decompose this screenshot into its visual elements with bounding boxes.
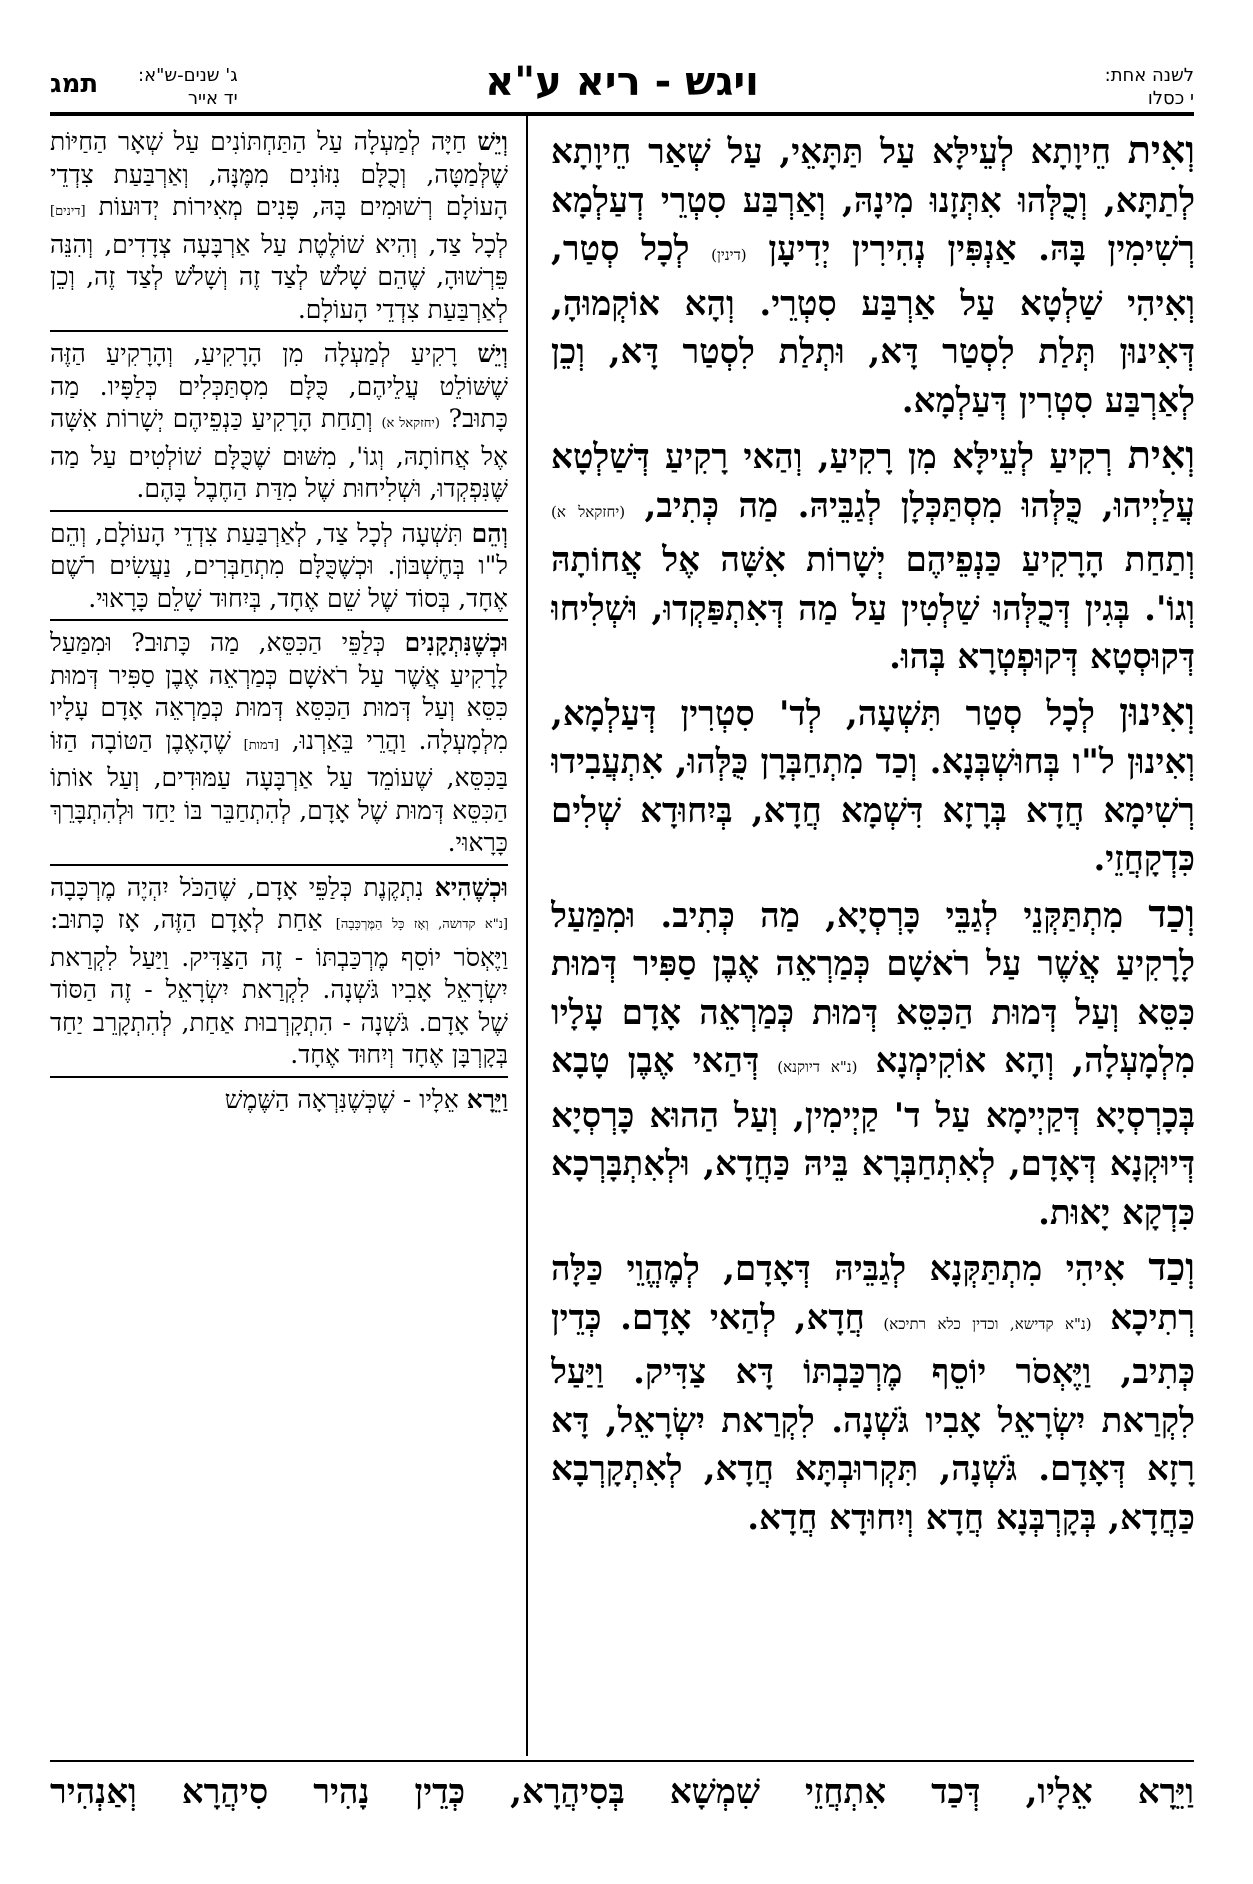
footer-continuation-line [50,1768,1194,1816]
translation-paragraph [50,518,508,616]
paragraph-text: חַיָּה לְמַעְלָה עַל הַתַּחְתּוֹנִים עַל שְׁאָר הַחַיּוֹת שֶׁלְּמַטָּה, וְכֻלָּם נִזּוֹנִים מִמֶּנָּה, וְאַרְבַּעַת צִדְדֵי הָעוֹלָם רְשׁוּמִים בָּהּ, פָּנִים מְאִירוֹת יְדוּעוֹת [50,127,508,221]
hebrew-translation-column [50,126,508,1756]
paragraph-lead-word: וַיֵּרָא [466,1084,508,1114]
paragraph-lead-word: וְאִינוּן [1119,688,1195,734]
paragraph-lead-word: וּכְשֶׁהִיא [434,872,508,902]
paragraph-text: נִתְקֶנֶת כְּלַפֵּי אָדָם, שֶׁהַכֹּל יִהְיֶה מֶרְכָּבָה [50,872,424,902]
paragraph-text-continued: לְכָל צַד, וְהִיא שׁוֹלֶטֶת עַל אַרְבָּעָה צְדָדִים, וְהִנֵּה פֵּרְשׁוּהָ, שֶׁהֵם שָׁלֹשׁ לְצַד זֶה וְשָׁלֹשׁ לְצַד זֶה, וְכֵן לְאַרְבַּעַת צִדְדֵי הָעוֹלָם. [50,229,508,324]
paragraph-text-continued: דְּהַאי אֶבֶן טָבָא בְּכָרְסְיָא דְּקַיְימָא עַל ד' קַיְימִין, וְעַל הַהוּא כָּרְסְיָא דְּיוּקְנָא דְּאָדָם, לְאִתְחַבְּרָא בֵּיהּ כַּחֲדָא, וּלְאִתְבָּרְכָא כִּדְקָא יָאוּת. [551,1041,1195,1233]
main-paragraph [551,1243,1195,1542]
paragraph-lead-word: וּכְשֶׁנִּתְקָנִים [404,628,508,657]
translation-paragraph [50,872,508,1072]
paragraph-text: אֵלָיו - שֶׁכְּשֶׁנִּרְאָה הַשֶּׁמֶשׁ [224,1084,459,1114]
main-paragraph [551,890,1195,1238]
paragraph-text-continued: לְכָל סְטַר, וְאִיהִי שַׁלְטָא עַל אַרְבַּע סִטְרֵי. וְהָא אוֹקְמוּהָ, דְּאִינוּן תְּלַת לִסְטַר דָּא, וּתְלַת לִסְטַר דָּא, וְכֵן לְאַרְבַּע סִטְרִין דְּעַלְמָא. [551,229,1195,421]
translation-paragraph [50,338,508,506]
footer-lead-word: וַיֵּרָא [1137,1772,1194,1812]
paragraph-text: אִיהִי מִתְתַּקְּנָא לְגַבֵּיהּ דְּאָדָם, לְמֶהֱוֵי כַּלָּה רְתִיכָא [551,1249,1195,1338]
header-divider [50,112,1194,116]
header-schedule-date-2: יד אייר [187,88,238,109]
paragraph-separator [50,864,508,866]
paragraph-lead-word: וְכַד [1148,1244,1195,1289]
paragraph-text-continued: וְתַחַת הָרָקִיעַ כַּנְפֵיהֶם יְשָׁרוֹת אִשָּׁה אֶל אֲחוֹתָהּ וְגוֹ'. בְּגִין דְּכֻלְּהוּ שַׁלְטִין עַל מַה דְּאִתְפַּקְדוּ, וּשְׁלִיחוּ דְּקוּסְטָא דְּקוּפְטְרָא בְּהוּ. [551,540,1195,677]
source-note: (יחזקאל א) [381,416,440,431]
paragraph-text: מִתְתַּקְּנֵי לְגַבֵּי כָּרְסְיָא, מַה כְּתִיב. וּמִמַּעַל לָרָקִיעַ אֲשֶׁר עַל רֹאשָׁם כְּמַרְאֵה אֶבֶן סַפִּיר דְּמוּת כִּסֵּא וְעַל דְּמוּת הַכִּסֵּא דְּמוּת כְּמַרְאֵה אָדָם עָלָיו מִלְמָעְלָה, וְהָא אוֹקִימְנָא [551,895,1195,1081]
source-note: (נ"א קדישא, וכדין כלא רתיכא) [883,1314,1092,1333]
paragraph-separator [50,1076,508,1078]
page-number: תמג [50,69,99,99]
header-schedule-label: לשנה אחת: [1104,65,1194,86]
header-study-schedule-three-year [138,64,238,110]
main-paragraph [551,688,1195,884]
translation-paragraph [50,1084,508,1117]
paragraph-lead-word: וְאִית [1127,127,1195,172]
paragraph-text: תִּשְׁעָה לְכָל צַד, לְאַרְבַּעַת צִדְדֵי הָעוֹלָם, וְהֵם ל"ו בְּחֶשְׁבּוֹן. וּכְשֶׁכֻּלָּם מִתְחַבְּרִים, נַעֲשִׂים רֹשֶׁם אֶחָד, בְּסוֹד שֶׁל שֵׁם אֶחָד, בְּיִחוּד שָׁלֵם כָּרָאוּי. [50,518,508,613]
paragraph-text-continued: אַחַת לְאָדָם הַזֶּה, אָז כָּתוּב: וַיֶּאְסֹר יוֹסֵף מֶרְכַּבְתּוֹ - זֶה הַצַּדִּיק. וַיַּעַל לִקְרַאת יִשְׂרָאֵל אָבִיו גֹּשְׁנָה. לִקְרַאת יִשְׂרָאֵל - זֶה הַסּוֹד שֶׁל אָדָם. גֹּשְׁנָה - הִתְקָרְבוּת אַחַת, לְהִתְקָרֵב יַחַד בְּקָרְבָּן אֶחָד וְיִחוּד אֶחָד. [50,905,508,1069]
source-note: (נ"א דיוקנא) [777,1058,858,1076]
paragraph-text: רְקִיעַ לְעֵילָּא מִן רָקִיעַ, וְהַאי רָקִיעַ דְּשַׁלְטָא עֲלַיְיהוּ, כֻּלְּהוּ מִסְתַּכְּלָן לְגַבֵּיהּ. מַה כְּתִיב, [551,437,1195,526]
paragraph-text: רָקִיעַ לְמַעְלָה מִן הָרָקִיעַ, וְהָרָקִיעַ הַזֶּה שֶׁשּׁוֹלֵט עֲלֵיהֶם, כֻּלָּם מִסְתַּכְּלִים כְּלַפָּיו. מַה כָּתוּב? [50,339,508,433]
paragraph-separator [50,330,508,332]
source-note: [נ"א קדושה, וְאָז כָּל הַמֶּרְכָּבָה] [335,917,508,932]
paragraph-separator [50,619,508,621]
translation-paragraph [50,126,508,326]
source-note: (יחזקאל א) [551,502,626,521]
source-note: (דינין) [711,246,747,264]
paragraph-text-continued: וְתַחַת הָרָקִיעַ כַּנְפֵיהֶם יְשָׁרוֹת אִשָּׁה אֶל אֲחוֹתָהּ, וְגוֹ', מִשּׁוּם שֶׁכֻּלָּם שׁוֹלְטִים עַל מַה שֶּׁנִּפְקְדוּ, וּשְׁלִיחוּת שֶׁל מִדַּת הַחֶבֶל בָּהֶם. [50,404,508,503]
paragraph-text-continued: שֶׁהָאֶבֶן הַטּוֹבָה הַזּוֹ בַּכִּסֵּא, שֶׁעוֹמֵד עַל אַרְבָּעָה עַמּוּדִים, וְעַל אוֹתוֹ הַכִּסֵּא דְּמוּת שֶׁל אָדָם, לְהִתְחַבֵּר בּוֹ יַחַד וּלְהִתְבָּרֵךְ כָּרָאוּי. [50,725,508,857]
source-note: [דינים] [50,204,86,219]
page-title: ויגש - ריא ע"א [485,59,759,105]
header-schedule-label-2: ג' שנים-ש"א: [138,65,238,86]
paragraph-lead-word: וְכַד [1148,890,1195,936]
source-note: [דמות] [243,737,279,753]
paragraph-text-continued: חֲדָא, לְהַאי אָדָם. כְּדֵין כְּתִיב, וַיֶּאְסֹר יוֹסֵף מֶרְכַּבְתּוֹ דָּא צַדִּיק. וַיַּעַל לִקְרַאת יִשְׂרָאֵל אָבִיו גֹּשְׁנָה. לִקְרַאת יִשְׂרָאֵל, דָּא רָזָא דְּאָדָם. גֹּשְׁנָה, תִּקְרוּבְתָּא חֲדָא, לְאִתְקָרְבָא כַּחֲדָא, בְּקָרְבְּנָא חֲדָא וְיִחוּדָא חֲדָא. [551,1297,1195,1538]
paragraph-text: כְּלַפֵּי הַכִּסֵּא, מַה כָּתוּב? וּמִמַּעַל לָרָקִיעַ אֲשֶׁר עַל רֹאשָׁם כְּמַרְאֵה אֶבֶן סַפִּיר דְּמוּת כִּסֵּא וְעַל דְּמוּת הַכִּסֵּא דְּמוּת כְּמַרְאֵה אָדָם עָלָיו מִלְמָעְלָה. וַהֲרֵי בֵּאַרְנוּ, [50,628,508,755]
paragraph-lead-word: וְאִית [1127,432,1195,477]
paragraph-text: חֵיוָתָא לְעֵילָּא עַל תַּתָּאֵי, עַל שְׁאַר חֵיוָתָא לְתַתָּא, וְכֻלְּהוּ אִתְּזָנוּ מִינָהּ, וְאַרְבַּע סִטְרֵי דְעַלְמָא רְשִׁימִין בָּהּ. אַנְפִּין נְהִירִין יְדִיעָן [551,132,1195,269]
aramaic-main-column [551,126,1195,1756]
paragraph-lead-word: וְיֵשׁ [477,127,508,156]
footer-divider [50,1760,1194,1762]
main-paragraph [551,431,1195,682]
paragraph-separator [50,510,508,512]
translation-paragraph [50,627,508,860]
column-divider [526,116,528,1756]
paragraph-lead-word: וְיֵשׁ [477,339,508,368]
footer-text: אֵלָיו, דְּכַד אִתְחֲזֵי שִׁמְשָׁא בְּסִיהֲרָא, כְּדֵין נָהִיר סִיהֲרָא וְאַנְהִיר [50,1772,1093,1812]
paragraph-text: לְכָל סְטַר תִּשְׁעָה, לְד' סִטְרִין דְּעַלְמָא, וְאִינוּן ל"ו בְּחוּשְׁבְּנָא. וְכַד מִתְחַבְּרָן כֻּלְּהוּ, אִתְעֲבִידוּ רְשִׁימָא חֲדָא בְּרָזָא דִּשְׁמָא חֲדָא, בְּיִחוּדָא שְׁלִים כִּדְקָחֲזֵי. [551,693,1195,879]
paragraph-lead-word: וְהֵם [471,518,508,548]
page-header [50,54,1194,110]
header-schedule-date: י כסלו [1147,88,1194,109]
main-paragraph [551,126,1195,425]
